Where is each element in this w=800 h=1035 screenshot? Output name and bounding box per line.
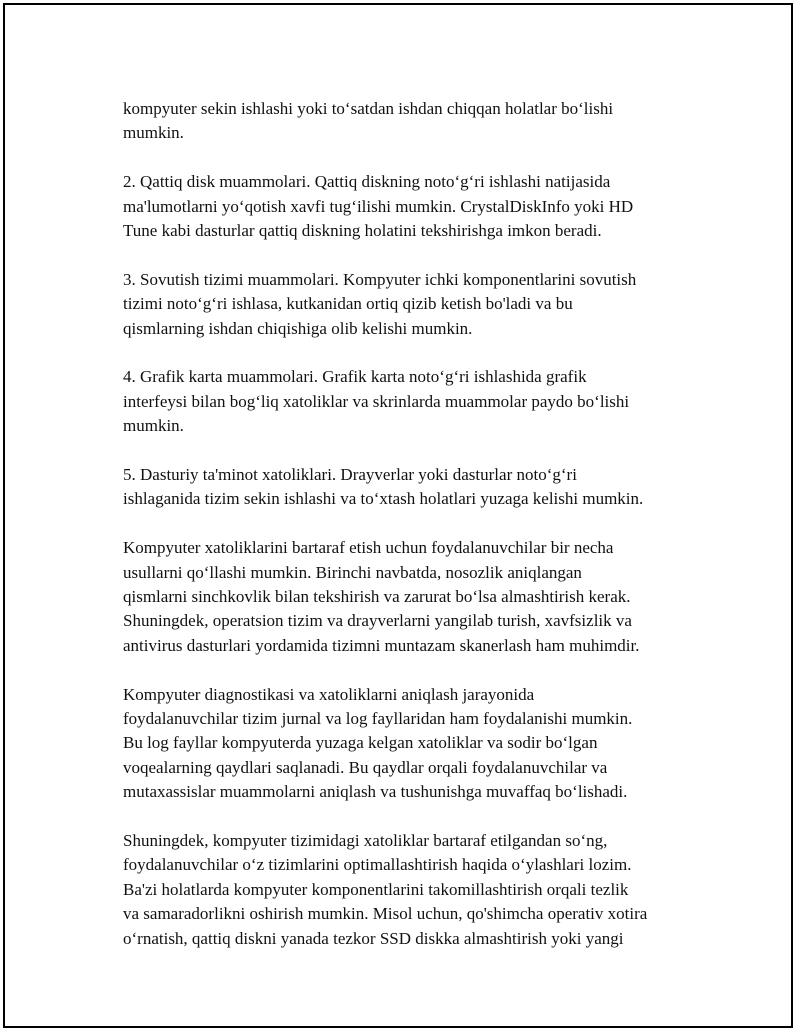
text-line: voqealarning qaydlari saqlanadi. Bu qaydlar orqali foydalanuvchilar va bbox=[123, 757, 608, 777]
text-line: Shuningdek, operatsion tizim va drayverlarni yangilab turish, xavfsizlik va bbox=[123, 611, 632, 631]
document-body bbox=[123, 97, 713, 976]
text-line: mutaxassislar muammolarni aniqlash va tushunishga muvaffaq bo‘lishadi. bbox=[123, 782, 628, 802]
text-line: foydalanuvchilar o‘z tizimlarini optimallashtirish haqida o‘ylashlari lozim. bbox=[123, 855, 632, 875]
text-line: 5. Dasturiy ta'minot xatoliklari. Drayverlar yoki dasturlar noto‘g‘ri bbox=[123, 465, 577, 485]
text-line: mumkin. bbox=[123, 416, 184, 436]
text-line: interfeysi bilan bog‘liq xatoliklar va skrinlarda muammolar paydo bo‘lishi bbox=[123, 391, 630, 411]
text-line: va samaradorlikni oshirish mumkin. Misol uchun, qo'shimcha operativ xotira bbox=[123, 904, 648, 924]
paragraph bbox=[123, 97, 713, 146]
paragraph bbox=[123, 170, 713, 243]
text-line: usullarni qo‘llashi mumkin. Birinchi navbatda, nosozlik aniqlangan bbox=[123, 562, 582, 582]
text-line: Bu log fayllar kompyuterda yuzaga kelgan xatoliklar va sodir bo‘lgan bbox=[123, 733, 598, 753]
text-line: Kompyuter diagnostikasi va xatoliklarni aniqlash jarayonida bbox=[123, 684, 535, 704]
text-line: 4. Grafik karta muammolari. Grafik karta noto‘g‘ri ishlashida grafik bbox=[123, 367, 587, 387]
text-line: qismlarni sinchkovlik bilan tekshirish va zarurat bo‘lsa almashtirish kerak. bbox=[123, 587, 631, 607]
text-line: kompyuter sekin ishlashi yoki to‘satdan ishdan chiqqan holatlar bo‘lishi bbox=[123, 99, 614, 118]
paragraph bbox=[123, 268, 713, 341]
text-line: o‘rnatish, qattiq diskni yanada tezkor SSD diskka almashtirish yoki yangi bbox=[123, 928, 624, 948]
text-line: 2. Qattiq disk muammolari. Qattiq diskning noto‘g‘ri ishlashi natijasida bbox=[123, 172, 611, 192]
text-line: ishlaganida tizim sekin ishlashi va to‘xtash holatlari yuzaga kelishi mumkin. bbox=[123, 489, 644, 509]
text-line: Kompyuter xatoliklarini bartaraf etish uchun foydalanuvchilar bir necha bbox=[123, 538, 614, 558]
paragraph bbox=[123, 365, 713, 438]
paragraph bbox=[123, 683, 713, 805]
paragraph bbox=[123, 463, 713, 512]
text-line: foydalanuvchilar tizim jurnal va log fayllaridan ham foydalanishi mumkin. bbox=[123, 709, 633, 729]
paragraph bbox=[123, 536, 713, 658]
text-line: mumkin. bbox=[123, 123, 184, 143]
text-line: Shuningdek, kompyuter tizimidagi xatoliklar bartaraf etilgandan so‘ng, bbox=[123, 831, 608, 851]
text-line: Tune kabi dasturlar qattiq diskning holatini tekshirishga imkon beradi. bbox=[123, 221, 602, 241]
text-line: antivirus dasturlari yordamida tizimni muntazam skanerlash ham muhimdir. bbox=[123, 635, 640, 655]
page-frame bbox=[3, 3, 793, 1028]
text-line: Ba'zi holatlarda kompyuter komponentlarini takomillashtirish orqali tezlik bbox=[123, 879, 629, 899]
text-line: qismlarning ishdan chiqishiga olib kelishi mumkin. bbox=[123, 318, 473, 338]
text-line: tizimi noto‘g‘ri ishlasa, kutkanidan ortiq qizib ketish bo'ladi va bu bbox=[123, 294, 573, 314]
text-line: ma'lumotlarni yo‘qotish xavfi tug‘ilishi mumkin. CrystalDiskInfo yoki HD bbox=[123, 196, 634, 216]
paragraph bbox=[123, 829, 713, 951]
text-line: 3. Sovutish tizimi muammolari. Kompyuter ichki komponentlarini sovutish bbox=[123, 269, 637, 289]
